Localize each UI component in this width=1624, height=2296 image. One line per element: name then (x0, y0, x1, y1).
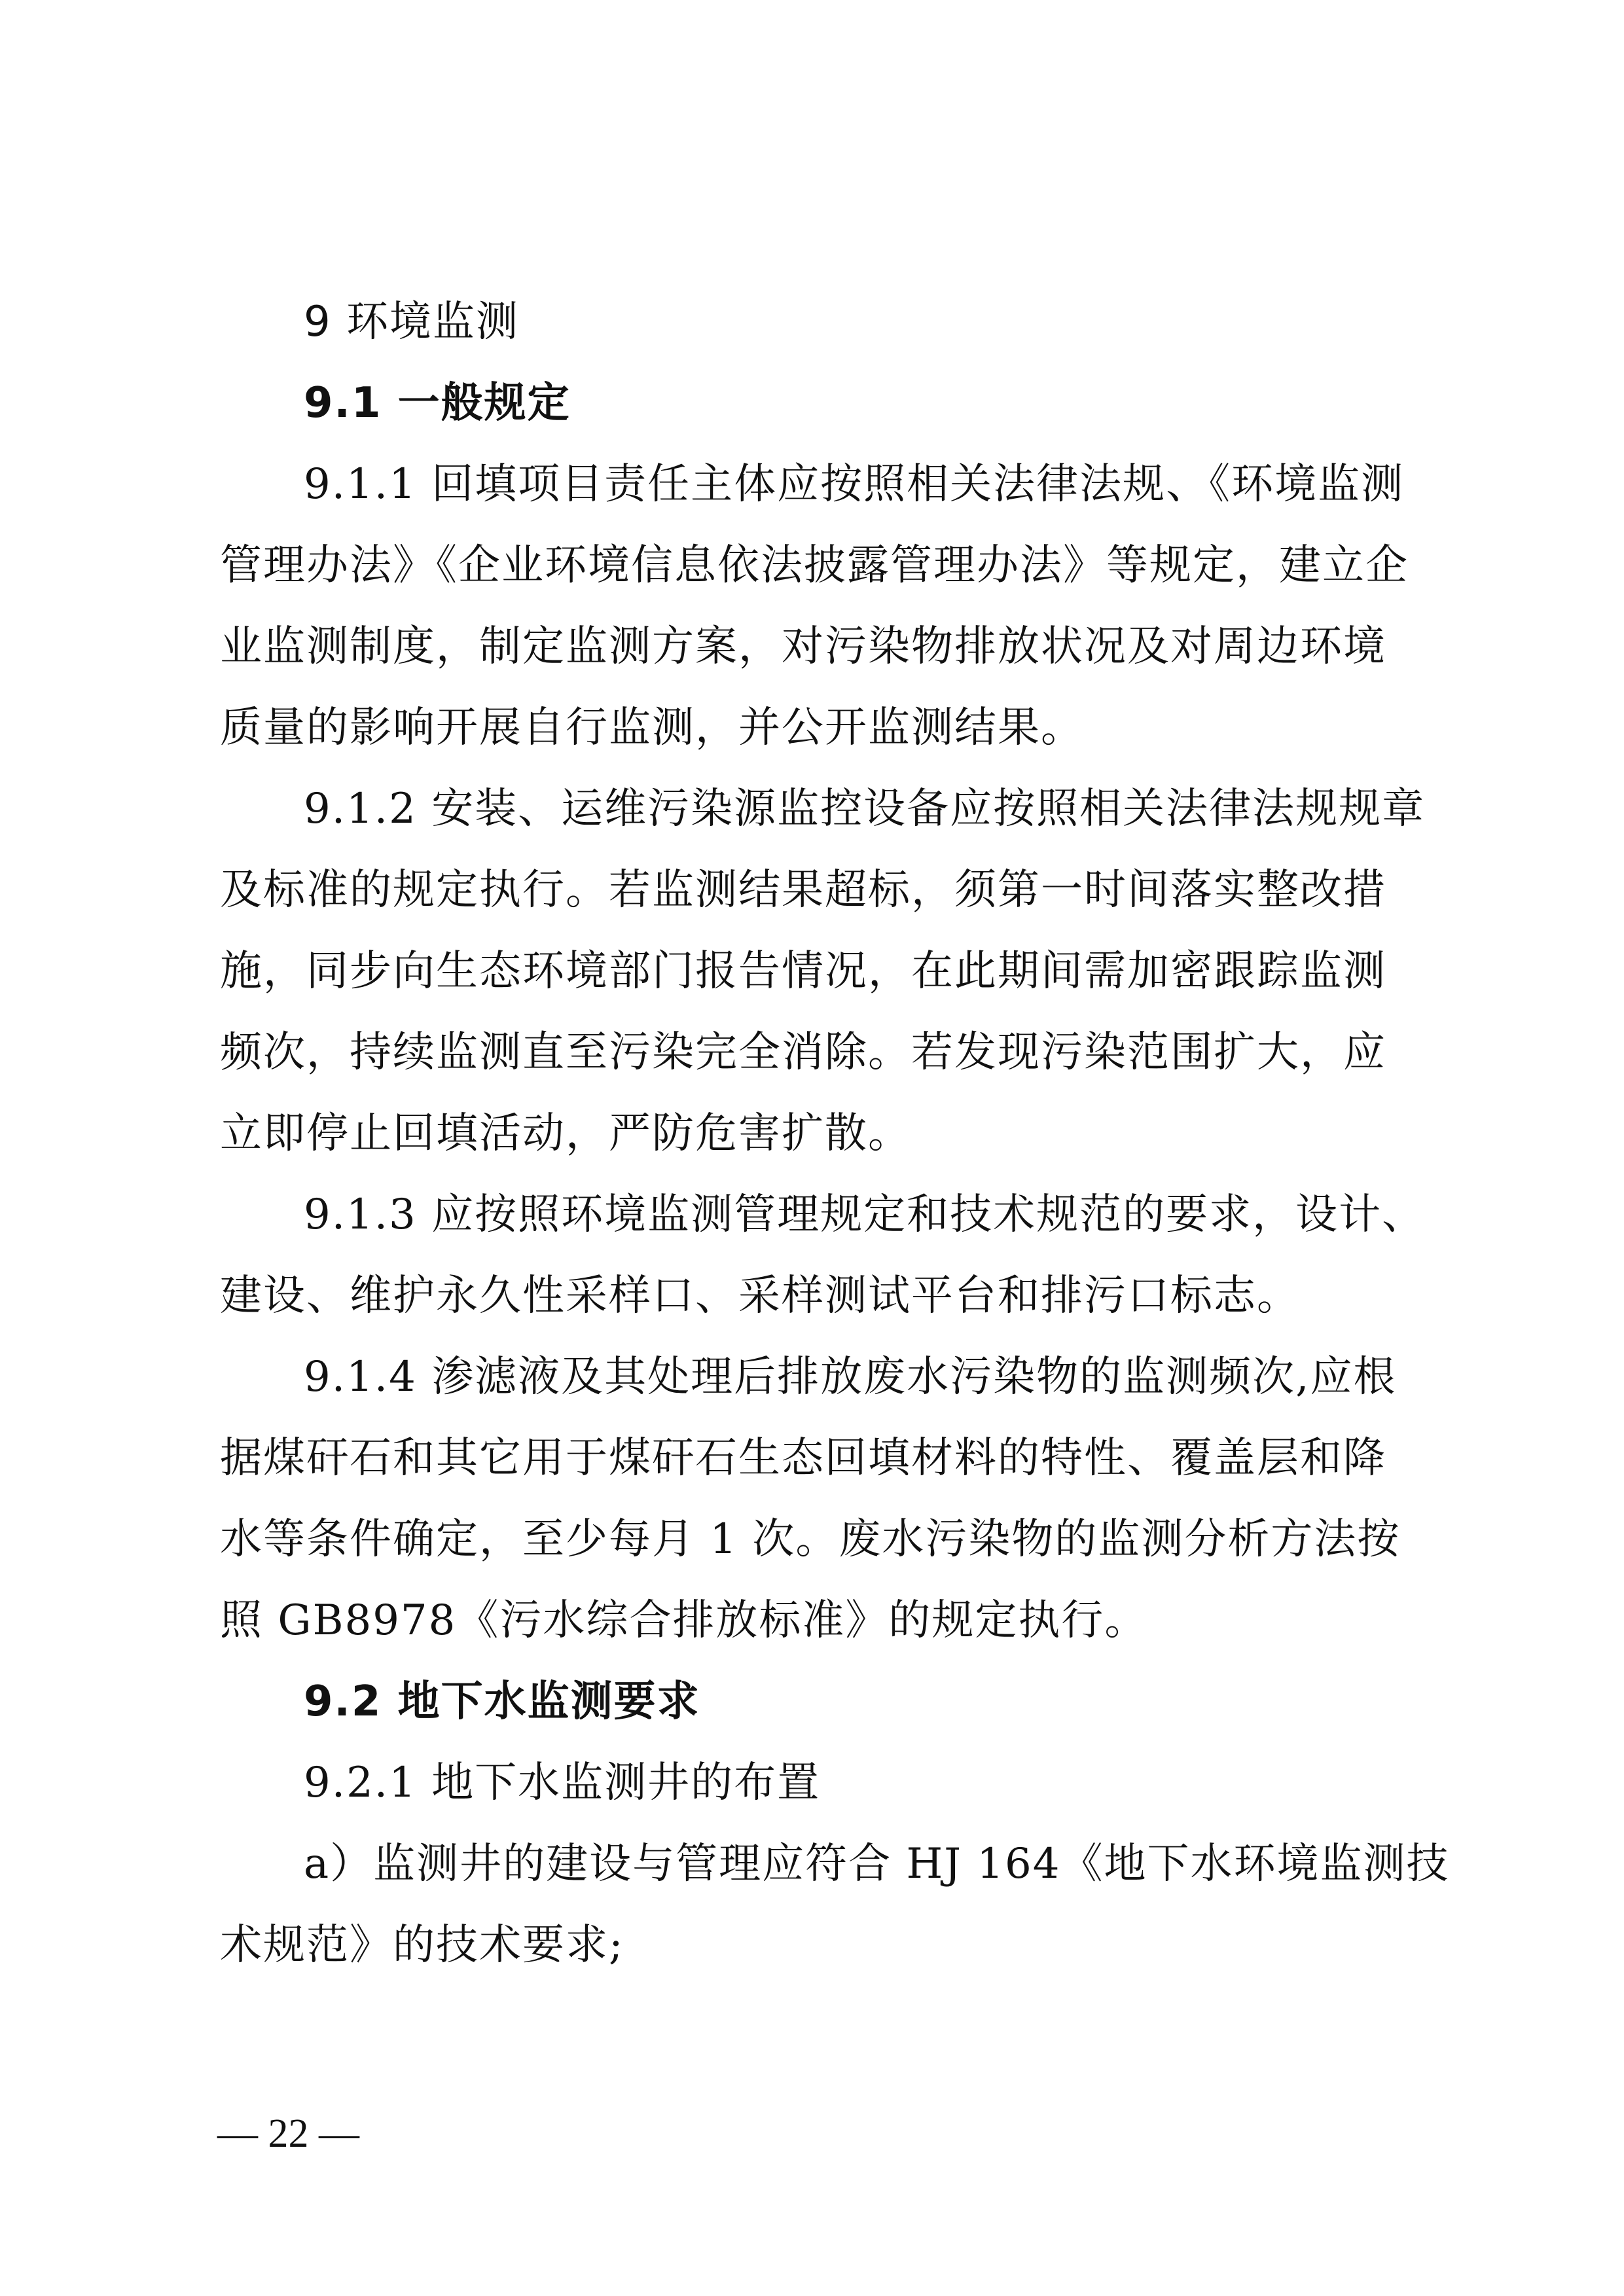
paragraph-line: 术规范》的技术要求; (220, 1921, 624, 1969)
document-body (220, 281, 1450, 1986)
paragraph-line: 施，同步向生态环境部门报告情况，在此期间需加密跟踪监测 (220, 947, 1386, 996)
paragraph-line: 9.1.3 应按照环境监测管理规定和技术规范的要求，设计、 (304, 1191, 1426, 1239)
paragraph-line: 立即停止回填活动，严防危害扩散。 (220, 1109, 911, 1158)
page-number: — 22 — (217, 2111, 359, 2156)
paragraph-line: 9.2.1 地下水监测井的布置 (304, 1759, 821, 1807)
paragraph-line: 质量的影响开展自行监测，并公开监测结果。 (220, 704, 1084, 752)
paragraph-line: 据煤矸石和其它用于煤矸石生态回填材料的特性、覆盖层和降 (220, 1434, 1386, 1482)
paragraph-line: 9.1.1 回填项目责任主体应按照相关法律法规、《环境监测 (304, 460, 1405, 509)
paragraph-line: 9.1.4 渗滤液及其处理后排放废水污染物的监测频次,应根 (304, 1353, 1397, 1401)
paragraph-line: a）监测井的建设与管理应符合 HJ 164《地下水环境监测技 (304, 1840, 1450, 1888)
paragraph-line: 及标准的规定执行。若监测结果超标，须第一时间落实整改措 (220, 866, 1386, 914)
section-heading: 9 环境监测 (304, 298, 520, 346)
paragraph-line: 建设、维护永久性采样口、采样测试平台和排污口标志。 (220, 1272, 1300, 1320)
paragraph-line: 9.1.2 安装、运维污染源监控设备应按照相关法律法规规章 (304, 785, 1426, 833)
paragraph-line: 频次，持续监测直至污染完全消除。若发现污染范围扩大，应 (220, 1028, 1386, 1077)
subsection-heading: 9.1 一般规定 (304, 379, 571, 427)
paragraph-line: 照 GB8978《污水综合排放标准》的规定执行。 (220, 1596, 1148, 1645)
subsection-heading: 9.2 地下水监测要求 (304, 1677, 700, 1726)
paragraph-line: 管理办法》《企业环境信息依法披露管理办法》等规定，建立企 (220, 541, 1409, 590)
paragraph-line: 业监测制度，制定监测方案，对污染物排放状况及对周边环境 (220, 622, 1386, 671)
paragraph-line: 水等条件确定，至少每月 1 次。废水污染物的监测分析方法按 (220, 1515, 1401, 1564)
